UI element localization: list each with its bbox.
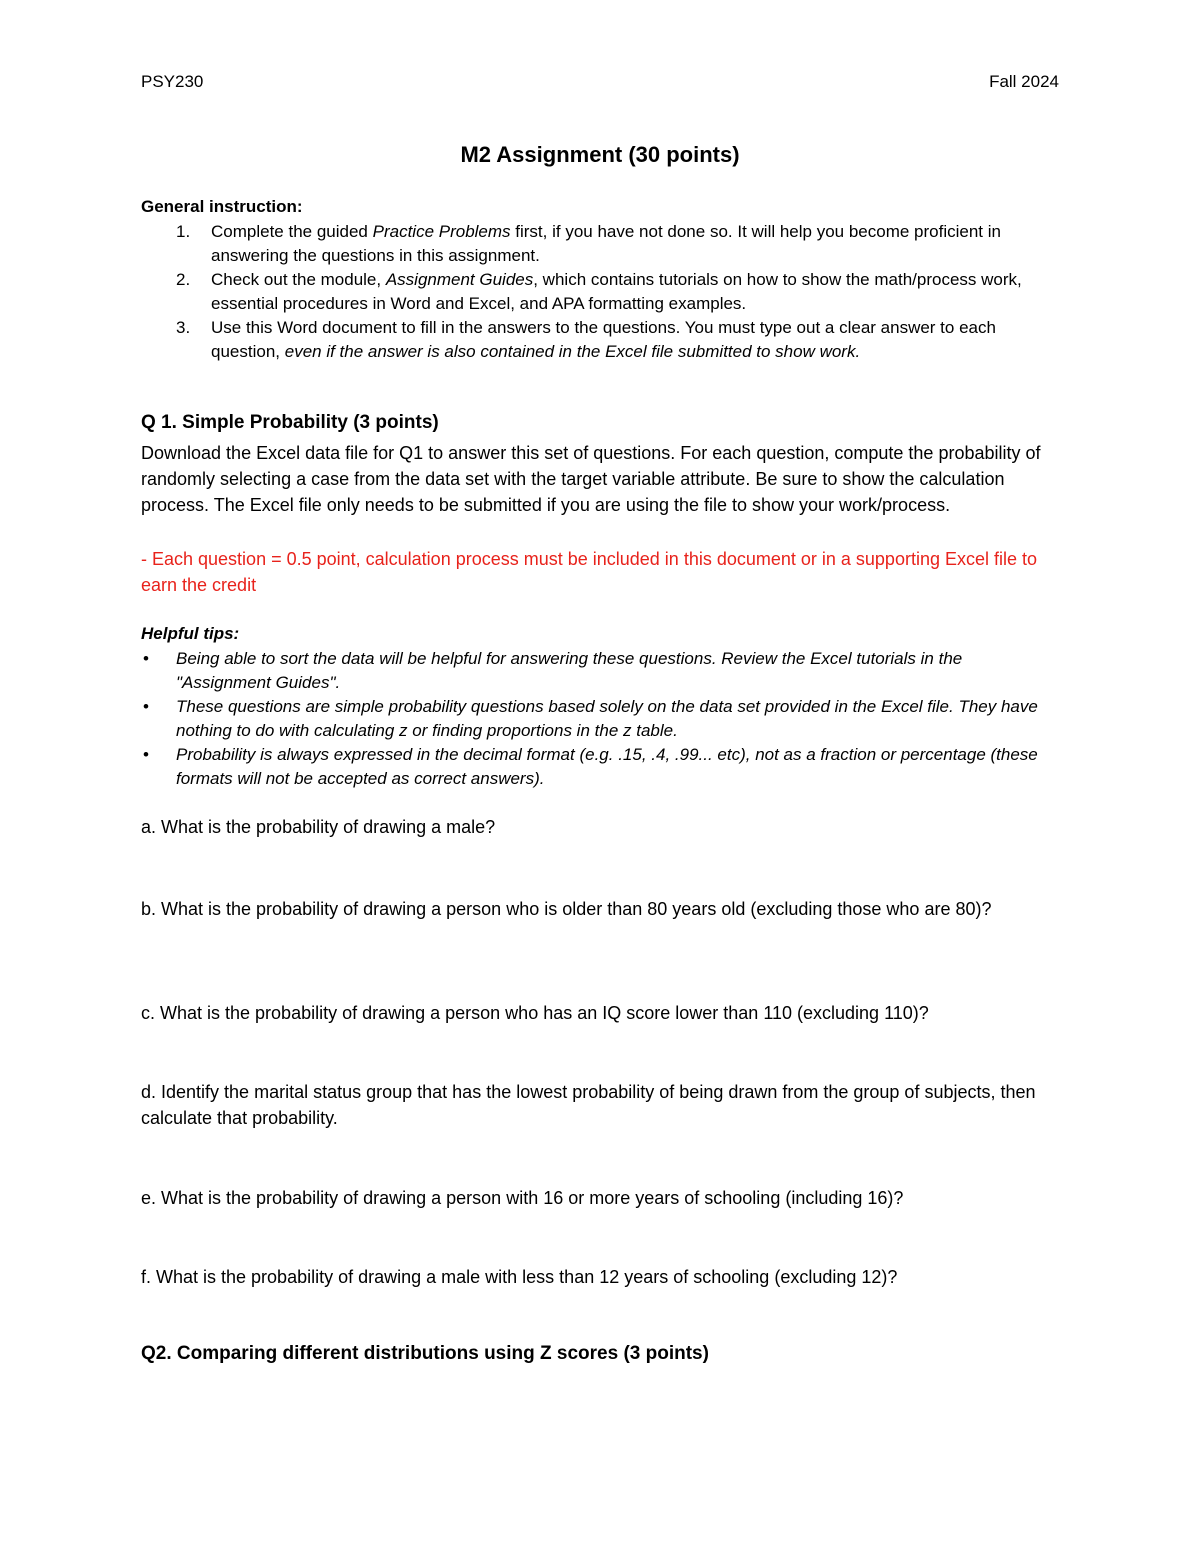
instruction-text: Complete the guided [211,222,373,241]
page-title: M2 Assignment (30 points) [460,142,740,167]
q1-heading: Q 1. Simple Probability (3 points) [141,412,439,433]
instruction-item [141,220,1061,268]
tip-text: These questions are simple probability questions based solely on the data set provided in the Excel file. They have nothing to do with calculating z or finding proportions in the z table. [176,697,1038,740]
instruction-text: Check out the module, [211,270,386,289]
question-d: d. Identify the marital status group that has the lowest probability of being drawn from the group of subjects, then calculate that probability. [141,1082,1036,1128]
instruction-emphasis: Assignment Guides [385,270,534,289]
instruction-emphasis: even if the answer is also contained in the Excel file submitted to show work. [284,342,861,361]
tip-item [141,647,1061,695]
question-f: f. What is the probability of drawing a male with less than 12 years of schooling (excluding 12)? [141,1267,898,1287]
question-e: e. What is the probability of drawing a person with 16 or more years of schooling (including 16)? [141,1188,904,1208]
helpful-tips-label: Helpful tips: [141,624,240,643]
question-b: b. What is the probability of drawing a person who is older than 80 years old (excluding those who are 80)? [141,899,992,919]
instruction-emphasis: Practice Problems [372,222,511,241]
bullet-icon: • [143,697,149,716]
instruction-text: Use this Word document to fill in the answers to the questions. You must type out a clear answer to each question, [211,318,996,361]
general-instruction-list [141,220,1061,364]
q1-intro: Download the Excel data file for Q1 to answer this set of questions. For each question, compute the probability of randomly selecting a case from the data set with the target variable attribute. Be sure to show the calculation process. The Excel file only needs to be submitted if you are using the file to show your work/process. [141,443,1041,515]
header-term: Fall 2024 [989,72,1059,91]
q2-heading: Q2. Comparing different distributions using Z scores (3 points) [141,1343,709,1364]
instruction-number: 3. [176,318,191,337]
bullet-icon: • [143,649,149,668]
instruction-number: 2. [176,270,191,289]
instruction-item [141,268,1061,316]
q1-credit-note: - Each question = 0.5 point, calculation process must be included in this document or in a supporting Excel file to earn the credit [141,549,1038,595]
tip-item [141,743,1061,791]
bullet-icon: • [143,745,149,764]
header-course: PSY230 [141,72,204,91]
instruction-item [141,316,1061,364]
instruction-number: 1. [176,222,191,241]
tip-item [141,695,1061,743]
tip-text: Probability is always expressed in the decimal format (e.g. .15, .4, .99... etc), not as a fraction or percentage (these formats will not be accepted as correct answers). [176,745,1038,788]
question-a: a. What is the probability of drawing a male? [141,817,496,837]
question-c: c. What is the probability of drawing a person who has an IQ score lower than 110 (excluding 110)? [141,1003,929,1023]
tip-text: Being able to sort the data will be helpful for answering these questions. Review the Excel tutorials in the "Assignment Guides". [176,649,963,692]
instruction-text: , which contains tutorials on how to show the math/process work, essential procedures in Word and Excel, and APA formatting examples. [211,270,1022,313]
general-instruction-label: General instruction: [141,197,303,216]
instruction-text: first, if you have not done so. It will help you become proficient in answering the questions in this assignment. [211,222,1001,265]
helpful-tips-list [141,647,1061,791]
